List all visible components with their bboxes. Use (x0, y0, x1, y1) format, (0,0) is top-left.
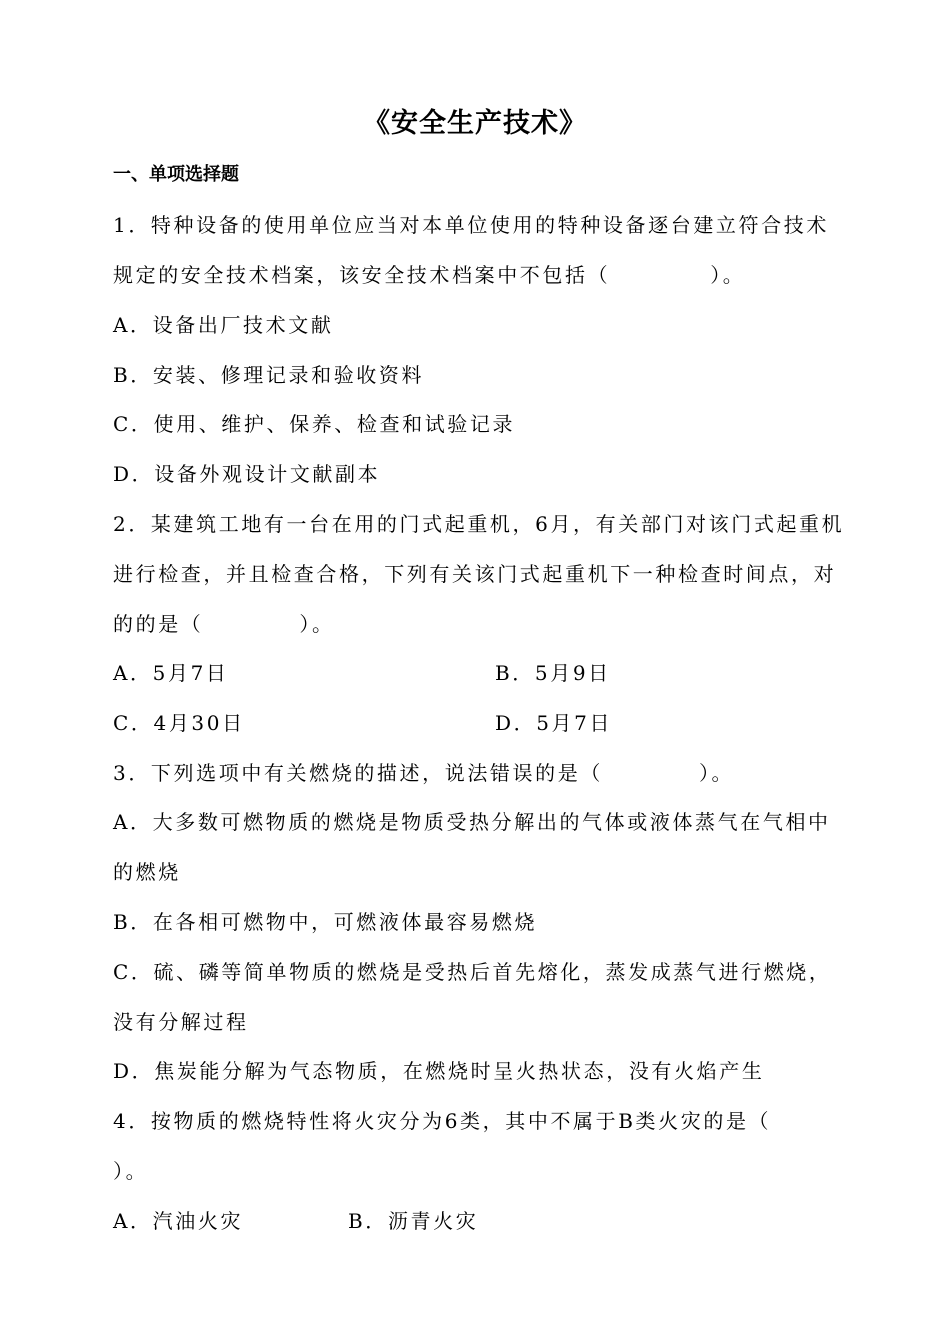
document-title: 《安全生产技术》 (363, 108, 587, 139)
question-1-option-b: B．安装、修理记录和验收资料 (113, 363, 425, 387)
question-2-option-b: B．5月9日 (495, 661, 611, 685)
question-2-option-d: D．5月7日 (495, 711, 613, 735)
question-1-stem-text: 规定的安全技术档案，该安全技术档案中不包括（ (113, 263, 611, 287)
question-4-option-b: B．沥青火灾 (348, 1209, 479, 1233)
question-4-stem-line-2: ）。 (113, 1159, 149, 1183)
question-1-stem-line-1: 1．特种设备的使用单位应当对本单位使用的特种设备逐台建立符合技术 (113, 213, 829, 237)
question-2-option-a: A．5月7日 (113, 661, 229, 685)
question-3-option-a-line-2: 的燃烧 (113, 860, 181, 884)
question-2-stem-line-3 (113, 609, 335, 639)
question-2-stem-end: ）。 (299, 612, 335, 636)
question-3-option-a-line-1: A．大多数可燃物质的燃烧是物质受热分解出的气体或液体蒸气在气相中 (113, 810, 831, 834)
question-2-option-c: C．4月30日 (113, 711, 245, 735)
question-3-option-c-line-1: C．硫、磷等简单物质的燃烧是受热后首先熔化，蒸发成蒸气进行燃烧， (113, 960, 832, 984)
question-1-stem-line-2 (113, 260, 745, 290)
question-4-stem-line-1: 4．按物质的燃烧特性将火灾分为6类，其中不属于B类火灾的是（ (113, 1109, 772, 1133)
question-1-option-a: A．设备出厂技术文献 (113, 313, 334, 337)
question-2-stem-text: 的的是（ (113, 612, 204, 636)
question-3-option-c-line-2: 没有分解过程 (113, 1010, 249, 1034)
question-4-option-a: A．汽油火灾 (113, 1209, 244, 1233)
question-3-stem-text: 3．下列选项中有关燃烧的描述，说法错误的是（ (113, 761, 603, 785)
question-1-option-d: D．设备外观设计文献副本 (113, 462, 381, 486)
question-1-stem-end: ）。 (710, 263, 746, 287)
question-3-stem (113, 758, 734, 788)
question-2-stem-line-1: 2．某建筑工地有一台在用的门式起重机，6月，有关部门对该门式起重机 (113, 512, 845, 536)
question-3-option-b: B．在各相可燃物中，可燃液体最容易燃烧 (113, 910, 538, 934)
question-3-option-d: D．焦炭能分解为气态物质，在燃烧时呈火热状态，没有火焰产生 (113, 1059, 765, 1083)
section-heading: 一、单项选择题 (113, 164, 239, 185)
question-3-stem-end: ）。 (698, 761, 735, 785)
question-1-option-c: C．使用、维护、保养、检查和试验记录 (113, 412, 516, 436)
question-2-stem-line-2: 进行检查，并且检查合格，下列有关该门式起重机下一种检查时间点，对 (113, 562, 837, 586)
